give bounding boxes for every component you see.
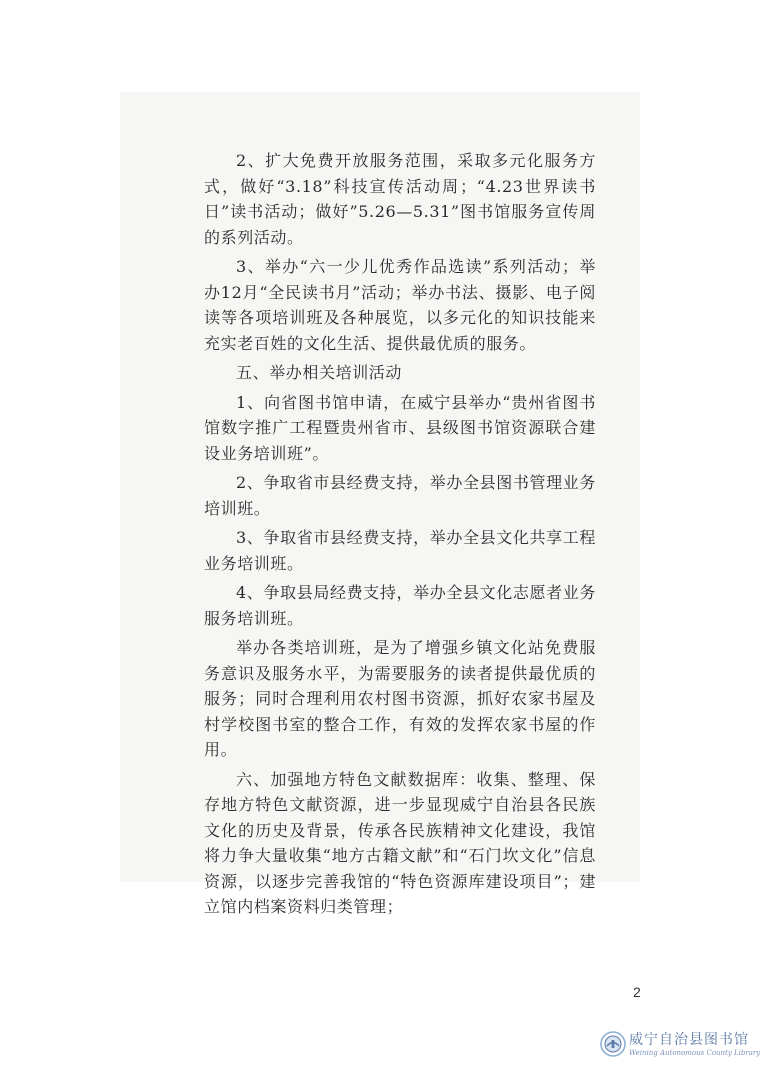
section-heading-training: 五、举办相关培训活动 <box>236 363 403 382</box>
paragraph-training-1: 1、向省图书馆申请，在威宁县举办“贵州省图书馆数字推广工程暨贵州省市、县级图书馆资源联合建设业务培训班”。 <box>204 392 596 463</box>
paragraph-item-2: 2、扩大免费开放服务范围，采取多元化服务方式，做好“3.18”科技宣传活动周；“4.23世界读书日”读书活动；做好”5.26—5.31”图书馆服务宣传周的系列活动。 <box>204 151 596 247</box>
library-logo <box>599 1024 760 1064</box>
paragraph-section-six: 六、加强地方特色文献数据库：收集、整理、保存地方特色文献资源，进一步显现威宁自治县各民族文化的历史及背景，传承各民族精神文化建设，我馆将力争大量收集“地方古籍文献”和“石门坎文化”信息资源，以逐步完善我馆的“特色资源库建设项目”；建立馆内档案资料归类管理； <box>204 769 596 916</box>
library-emblem-icon <box>599 1030 627 1058</box>
page-number: 2 <box>633 984 641 1000</box>
library-name-english: Weining Autonomous County Library <box>629 1049 760 1057</box>
paragraph-training-3: 3、争取省市县经费支持，举办全县文化共享工程业务培训班。 <box>204 528 596 573</box>
library-name: 威宁自治县图书馆 <box>629 1032 749 1048</box>
paragraph-training-purpose: 举办各类培训班，是为了增强乡镇文化站免费服务意识及服务水平，为需要服务的读者提供最优质的服务；同时合理利用农村图书资源，抓好农家书屋及村学校图书室的整合工作，有效的发挥农家书屋的作用。 <box>204 638 596 759</box>
paragraph-item-3: 3、举办“六一少儿优秀作品选读”系列活动；举办12月“全民读书月”活动；举办书法、摄影、电子阅读等各项培训班及各种展览，以多元化的知识技能来充实老百姓的文化生活、提供最优质的服务。 <box>204 257 596 353</box>
document-body <box>204 148 596 920</box>
paragraph-training-4: 4、争取县局经费支持，举办全县文化志愿者业务服务培训班。 <box>204 583 596 628</box>
paragraph-training-2: 2、争取省市县经费支持，举办全县图书管理业务培训班。 <box>204 473 596 518</box>
